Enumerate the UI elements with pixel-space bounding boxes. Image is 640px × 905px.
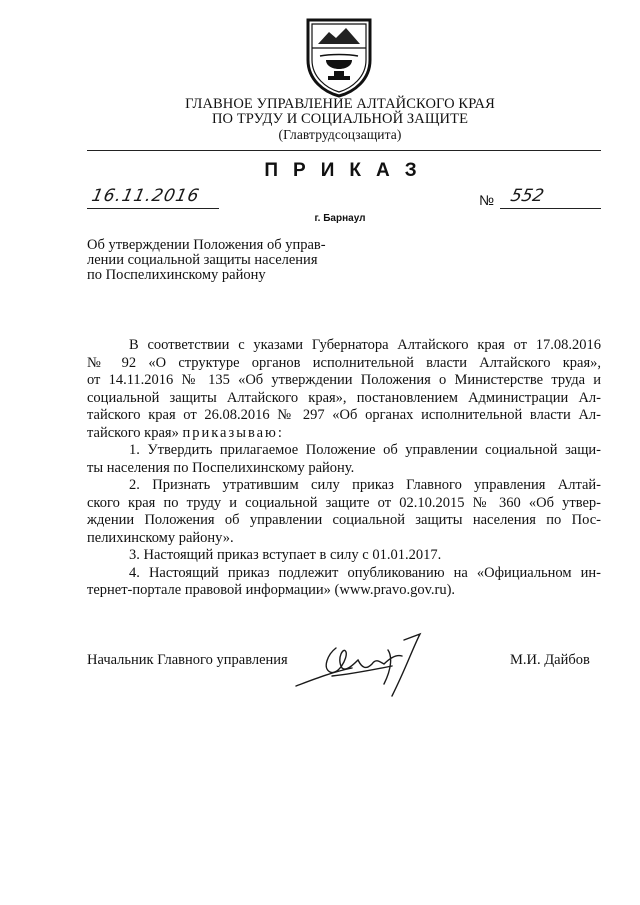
body-line: тайского края» [87,424,179,441]
body-line: В соответствии с указами Губернатора Алтайского края от 17.08.2016 [129,337,601,353]
organization-name-line2: ПО ТРУДУ И СОЦИАЛЬНОЙ ЗАЩИТЕ [211,111,469,127]
body-line: 2. Признать утратившим силу приказ Главного управления Алтай- [129,477,601,493]
date-underline [87,208,219,209]
organization-short-name: (Главтрудсоцзащита) [278,127,402,142]
document-title: ПРИКАЗ [264,160,432,181]
document-city: г. Барнаул [314,213,366,224]
organization-name-line1: ГЛАВНОЕ УПРАВЛЕНИЕ АЛТАЙСКОГО КРАЯ [185,96,495,112]
handwritten-signature [292,628,442,700]
subject-line: Об утверждении Положения об управ- [87,237,326,253]
document-number: 552 [508,186,546,206]
body-line: 3. Настоящий приказ вступает в силу с 01.01.2017. [129,547,442,563]
number-underline [500,208,601,209]
body-line: 1. Утвердить прилагаемое Положение об управлении социальной защи- [129,442,601,458]
subject-line: лении социальной защиты населения [87,252,318,268]
order-word: приказываю: [182,424,284,441]
signatory-position: Начальник Главного управления [87,652,288,668]
body-line: социальной защиты Алтайского края», постановлением Администрации Ал- [87,389,601,406]
body-line: ского края по труду и социальной защите от 02.10.2015 № 360 «Об утвер- [87,494,601,511]
document-body [87,337,601,600]
body-line: ты населения по Поспелихинскому району. [87,459,355,476]
number-label: № [479,192,495,208]
body-line: пелихинскому району». [87,529,234,546]
body-line: № 92 «О структуре органов исполнительной власти Алтайского края», [87,354,601,371]
document-subject [87,238,357,283]
header-divider [87,150,601,151]
document-date: 16.11.2016 [89,186,202,206]
body-line: от 14.11.2016 № 135 «Об утверждении Положения о Министерстве труда и [87,372,601,388]
subject-line: по Поспелихинскому району [87,267,266,283]
body-line-order [87,425,601,443]
signatory-name: М.И. Дайбов [510,652,590,668]
body-line: 4. Настоящий приказ подлежит опубликованию на «Официальном ин- [129,564,601,581]
body-line: тайского края от 26.08.2016 № 297 «Об органах исполнительной власти Ал- [87,407,601,423]
body-line: ждении Положения об управлении социальной защиты населения по Пос- [87,512,601,528]
altai-coat-of-arms-emblem [296,14,382,98]
body-line: тернет-портале правовой информации» (www.pravo.gov.ru). [87,582,456,598]
